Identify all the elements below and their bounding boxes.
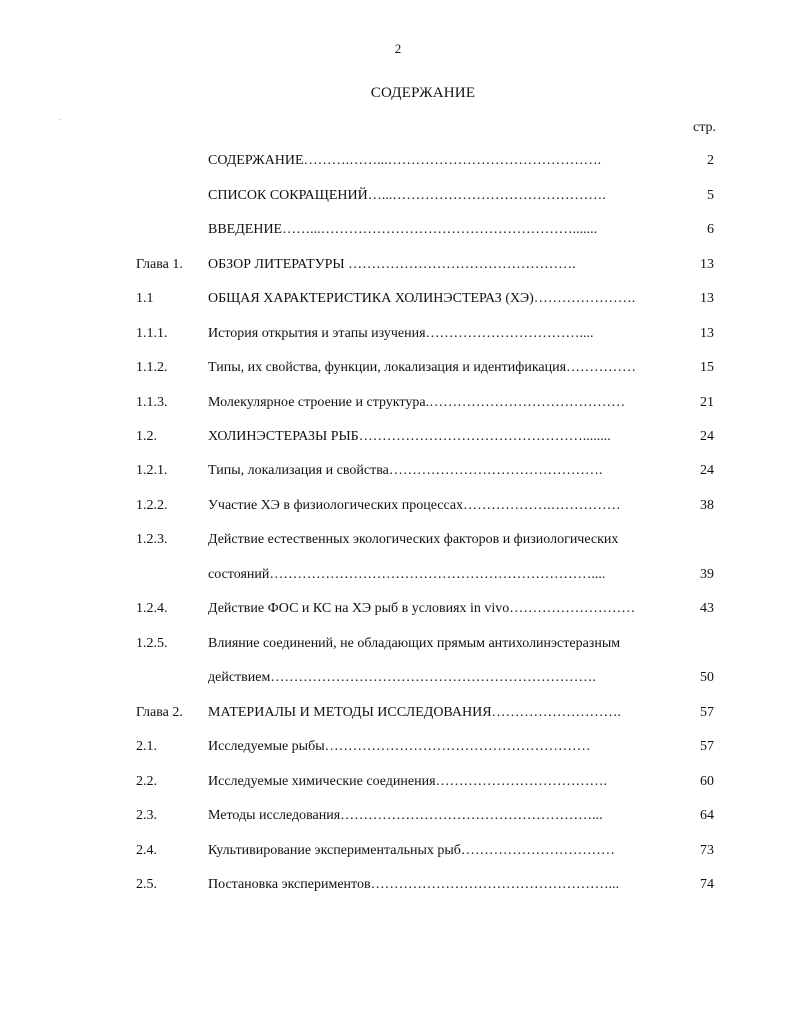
toc-title: Участие ХЭ в физиологических процессах……………….…………… <box>208 498 621 513</box>
toc-row <box>0 498 796 520</box>
toc-number: Глава 1. <box>136 257 183 272</box>
toc-number: 1.2.1. <box>136 463 168 478</box>
toc-title: Действие естественных экологических факторов и физиологических <box>208 532 619 547</box>
toc-title: состояний…………………………………………………………….... <box>208 567 606 582</box>
toc-page: 2 <box>707 153 714 168</box>
toc-number: 1.2.4. <box>136 601 168 616</box>
toc-row <box>0 153 796 175</box>
toc-page: 5 <box>707 188 714 203</box>
toc-row <box>0 774 796 796</box>
toc-page: 50 <box>700 670 714 685</box>
toc-title: Типы, локализация и свойства………………………………………. <box>208 463 603 478</box>
toc-page: 13 <box>700 257 714 272</box>
page-number: 2 <box>394 41 402 56</box>
toc-number: 1.1.1. <box>136 326 168 341</box>
toc-number: 2.2. <box>136 774 157 789</box>
toc-row <box>0 429 796 451</box>
toc-number: 2.4. <box>136 843 157 858</box>
toc-page: 15 <box>700 360 714 375</box>
toc-title: ХОЛИНЭСТЕРАЗЫ РЫБ…………………………………………........ <box>208 429 611 444</box>
toc-page: 13 <box>700 291 714 306</box>
toc-row <box>0 843 796 865</box>
toc-number: 1.2. <box>136 429 157 444</box>
toc-title: МАТЕРИАЛЫ И МЕТОДЫ ИССЛЕДОВАНИЯ………………………. <box>208 705 622 720</box>
toc-row <box>0 670 796 692</box>
toc-number: Глава 2. <box>136 705 183 720</box>
page-column-header: стр. <box>693 120 717 135</box>
toc-title: Исследуемые рыбы………………………………………………… <box>208 739 591 754</box>
toc-row <box>0 222 796 244</box>
toc-title: Методы исследования………………………………………………... <box>208 808 603 823</box>
page-title: СОДЕРЖАНИЕ <box>370 85 476 101</box>
toc-title: Молекулярное строение и структура.…………………………………… <box>208 395 626 410</box>
toc-title: История открытия и этапы изучения…………………………….... <box>208 326 594 341</box>
scan-speck <box>59 119 60 120</box>
toc-page: 6 <box>707 222 714 237</box>
toc-number: 1.2.2. <box>136 498 168 513</box>
toc-title: СОДЕРЖАНИЕ……….……...………………………………………. <box>208 153 602 168</box>
toc-page: 57 <box>700 739 714 754</box>
toc-title: Влияние соединений, не обладающих прямым антихолинэстеразным <box>208 636 621 651</box>
toc-row <box>0 257 796 279</box>
toc-page: 60 <box>700 774 714 789</box>
toc-page: 13 <box>700 326 714 341</box>
toc-row <box>0 808 796 830</box>
toc-page: 21 <box>700 395 714 410</box>
toc-title: Типы, их свойства, функции, локализация и идентификация…………… <box>208 360 637 375</box>
toc-number: 1.2.3. <box>136 532 168 547</box>
toc-row <box>0 601 796 623</box>
toc-page: 57 <box>700 705 714 720</box>
toc-title: ВВЕДЕНИЕ……...………………………………………………....... <box>208 222 598 237</box>
toc-page: 74 <box>700 877 714 892</box>
toc-page: 64 <box>700 808 714 823</box>
toc-title: Постановка экспериментов……………………………………………... <box>208 877 620 892</box>
toc-page: 24 <box>700 429 714 444</box>
toc-row <box>0 395 796 417</box>
toc-title: Действие ФОС и КС на ХЭ рыб в условиях in vivo……………………… <box>208 601 636 616</box>
toc-page: 24 <box>700 463 714 478</box>
toc-row <box>0 326 796 348</box>
toc-title: Культивирование экспериментальных рыб…………………………… <box>208 843 615 858</box>
toc-title: Исследуемые химические соединения………………………………. <box>208 774 608 789</box>
toc-row <box>0 877 796 899</box>
toc-title: действием……………………………………………………………. <box>208 670 596 685</box>
toc-row <box>0 291 796 313</box>
toc-page: 39 <box>700 567 714 582</box>
toc-title: ОБЩАЯ ХАРАКТЕРИСТИКА ХОЛИНЭСТЕРАЗ (ХЭ)…………………. <box>208 291 636 306</box>
toc-number: 1.1 <box>136 291 154 306</box>
toc-row <box>0 739 796 761</box>
toc-number: 2.5. <box>136 877 157 892</box>
toc-page: 73 <box>700 843 714 858</box>
toc-page: 38 <box>700 498 714 513</box>
toc-number: 1.1.2. <box>136 360 168 375</box>
toc-row <box>0 567 796 589</box>
toc-page: 43 <box>700 601 714 616</box>
toc-row <box>0 636 796 658</box>
toc-number: 1.1.3. <box>136 395 168 410</box>
toc-row <box>0 463 796 485</box>
toc-number: 2.3. <box>136 808 157 823</box>
toc-row <box>0 532 796 554</box>
toc-title: ОБЗОР ЛИТЕРАТУРЫ …………………………………………. <box>208 257 576 272</box>
toc-row <box>0 188 796 210</box>
toc-title: СПИСОК СОКРАЩЕНИЙ…...………………………………………. <box>208 188 606 203</box>
toc-row <box>0 360 796 382</box>
toc-number: 1.2.5. <box>136 636 168 651</box>
toc-number: 2.1. <box>136 739 157 754</box>
toc-row <box>0 705 796 727</box>
